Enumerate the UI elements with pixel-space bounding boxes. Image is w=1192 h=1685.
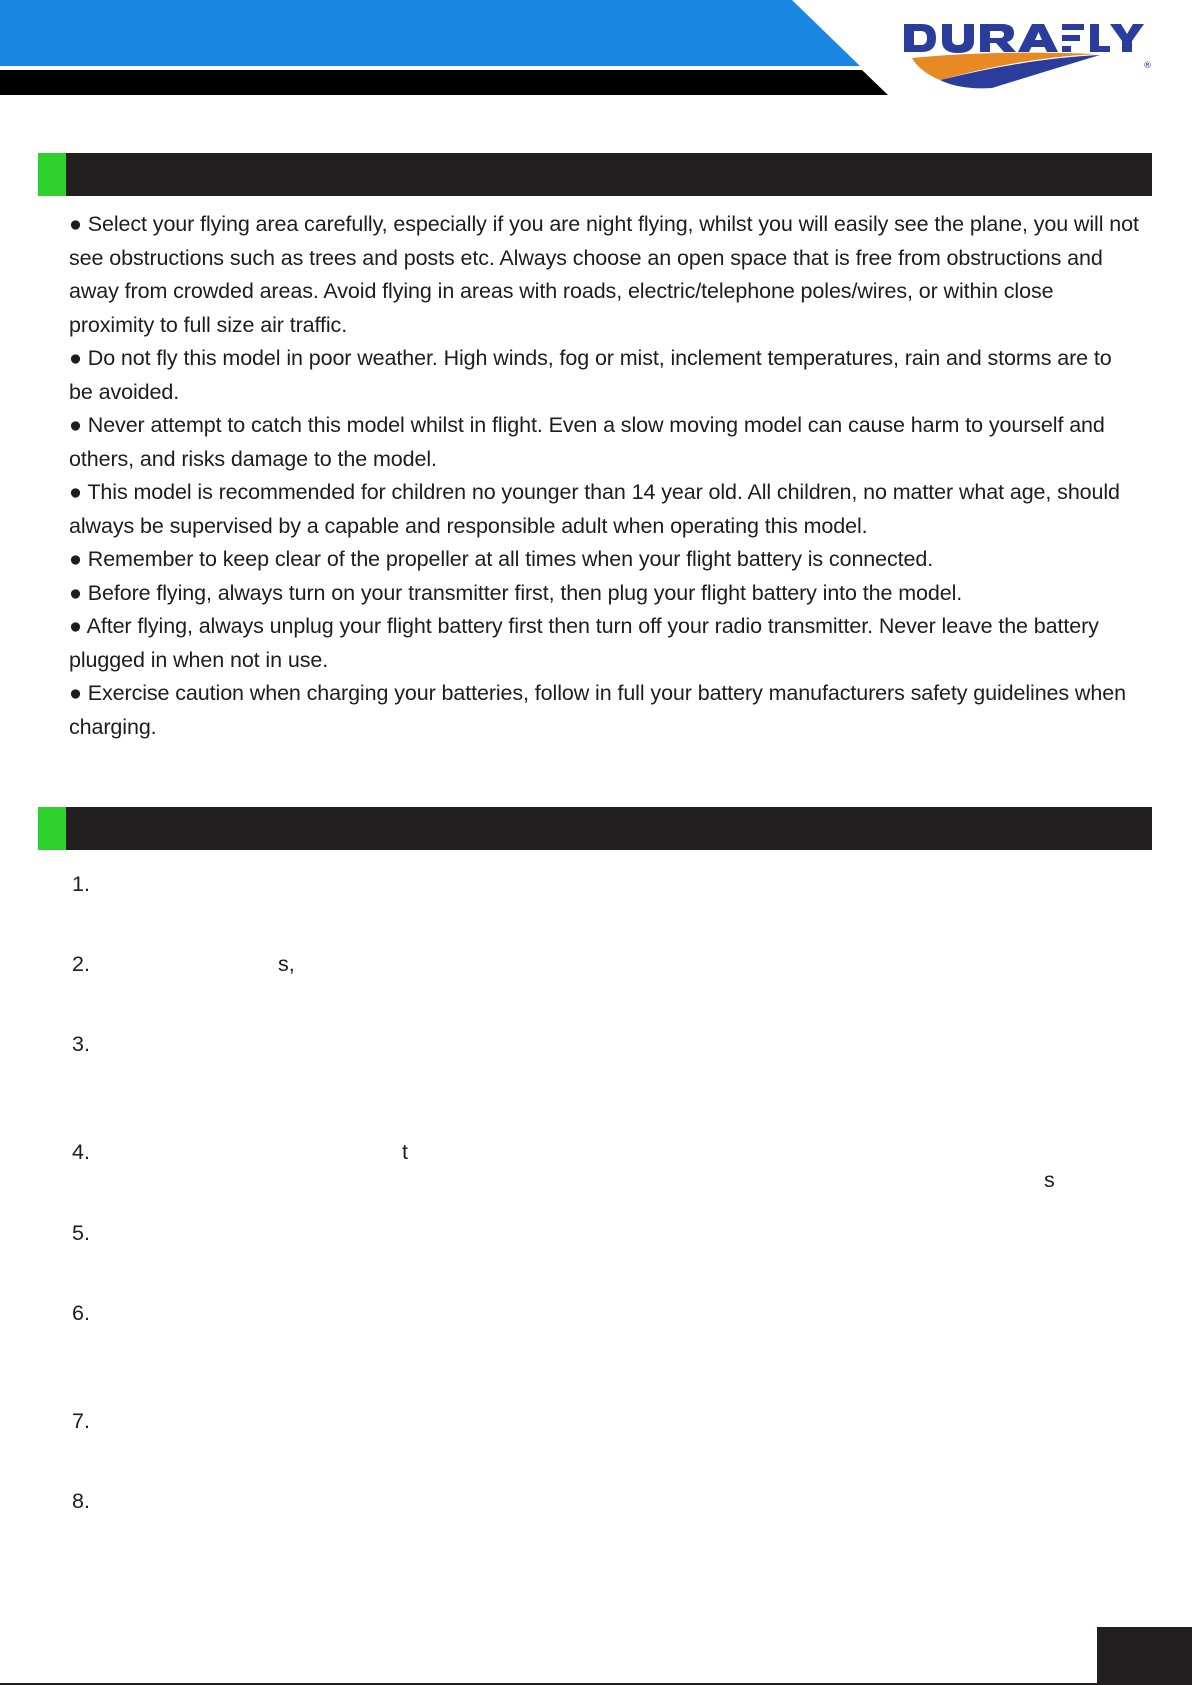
- step-text-fragment: s,: [278, 952, 295, 976]
- safety-item: [69, 208, 1139, 342]
- safety-guidelines-list: [69, 208, 1139, 744]
- safety-item-text: Before flying, always turn on your transmitter first, then plug your flight battery into the model.: [87, 580, 963, 605]
- banner-white-line: [0, 66, 870, 70]
- durafly-logo: [900, 18, 1156, 90]
- bullet-glyph: ●: [69, 547, 82, 571]
- bullet-glyph: ●: [69, 681, 82, 705]
- safety-item-text: After flying, always unplug your flight battery first then turn off your radio transmitter. Never leave the battery plugged in when not in use.: [69, 614, 1099, 672]
- step-item: [72, 1221, 1072, 1251]
- bullet-glyph: ●: [69, 580, 82, 605]
- registered-mark: ®: [1143, 61, 1152, 71]
- step-text-fragment: t: [402, 1140, 408, 1164]
- safety-item-text: Never attempt to catch this model whilst in flight. Even a slow moving model can cause harm to yourself and others, and risks damage to the model.: [69, 413, 1105, 471]
- safety-item-text: Select your flying area carefully, especially if you are night flying, whilst you will easily see the plane, you will not see obstructions such as trees and posts etc. Always choose an open space that is free from obstructions and away from crowded areas. Avoid flying in areas with roads, electric/telephone poles/wires, or within close proximity to full size air traffic.: [69, 212, 1139, 337]
- step-number: 1.: [72, 872, 90, 896]
- step-item: [72, 1489, 1072, 1519]
- step-item: [72, 1140, 1072, 1200]
- step-number: 7.: [72, 1409, 90, 1433]
- step-number: 4.: [72, 1140, 90, 1164]
- banner-blue-band: [0, 0, 860, 66]
- step-number: 6.: [72, 1301, 90, 1325]
- step-number: 5.: [72, 1221, 90, 1245]
- safety-section-header: [38, 153, 1152, 196]
- safety-item-text: Exercise caution when charging your batteries, follow in full your battery manufacturers safety guidelines when charging.: [69, 681, 1126, 739]
- safety-item: [69, 677, 1139, 744]
- banner-black-band: [0, 70, 888, 95]
- safety-item: [69, 610, 1139, 677]
- step-item: [72, 952, 1072, 982]
- safety-item-text: Do not fly this model in poor weather. High winds, fog or mist, inclement temperatures, rain and storms are to be avoided.: [69, 346, 1112, 404]
- step-item: [72, 1409, 1072, 1439]
- step-item: [72, 1301, 1072, 1331]
- safety-item: [69, 577, 1139, 611]
- step-number: 3.: [72, 1032, 90, 1056]
- step-item: [72, 1032, 1072, 1062]
- section-accent: [38, 807, 66, 850]
- safety-item-text: This model is recommended for children no younger than 14 year old. All children, no matter what age, should always be supervised by a capable and responsible adult when operating this model.: [69, 480, 1120, 538]
- page-number-block: [1097, 1627, 1192, 1685]
- bullet-glyph: ●: [69, 212, 82, 236]
- section-accent: [38, 153, 66, 196]
- safety-item: [69, 476, 1139, 543]
- safety-item-text: Remember to keep clear of the propeller at all times when your flight battery is connected.: [87, 547, 934, 571]
- bullet-glyph: ●: [69, 480, 82, 504]
- step-item: [72, 872, 1072, 902]
- logo-wordmark: [904, 24, 1144, 53]
- safety-item: [69, 409, 1139, 476]
- safety-item: [69, 543, 1139, 577]
- step-number: 2.: [72, 952, 90, 976]
- bullet-glyph: ●: [69, 346, 82, 370]
- step-text-fragment: s: [1044, 1168, 1055, 1192]
- bullet-glyph: ●: [69, 413, 82, 437]
- safety-item: [69, 342, 1139, 409]
- bullet-glyph: ●: [69, 614, 82, 638]
- step-number: 8.: [72, 1489, 90, 1513]
- steps-section-header: [38, 807, 1152, 850]
